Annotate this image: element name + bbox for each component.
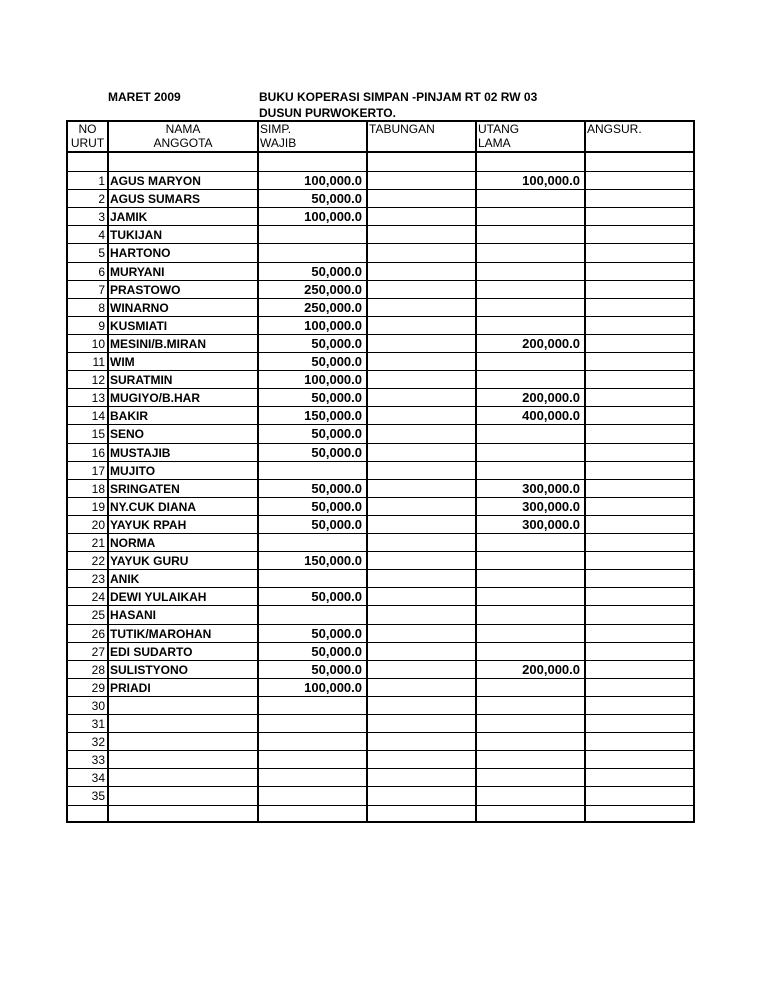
row-divider [68,805,693,806]
cell-nama: MUGIYO/B.HAR [110,391,200,406]
row-divider [68,207,693,208]
cell-no: 31 [91,717,105,731]
cell-simp: 100,000.0 [304,173,362,188]
cell-no: 24 [91,590,105,605]
row-divider [68,551,693,552]
cell-nama: WIM [110,355,135,369]
cell-nama: PRIADI [110,680,151,695]
cell-simp: 50,000.0 [311,191,362,207]
row-divider [68,660,693,661]
cell-utang: 300,000.0 [522,480,580,496]
cell-no: 3 [98,210,105,225]
cell-no: 2 [98,192,105,207]
row-divider [68,479,693,480]
header-no-line1: NO [78,122,97,136]
cell-no: 7 [98,282,105,297]
header-simp-line1: SIMP. [260,122,292,136]
document-subtitle: DUSUN PURWOKERTO. [259,106,396,120]
row-divider [68,189,693,190]
cell-no: 13 [91,391,105,406]
header-nama-line1: NAMA [165,122,201,136]
row-divider [68,678,693,679]
cell-nama: TUTIK/MAROHAN [110,626,212,641]
cell-nama: HARTONO [110,246,171,261]
cell-no: 16 [91,445,105,460]
cell-nama: ANIK [110,572,140,587]
cell-no: 27 [91,644,105,659]
row-divider [68,316,693,317]
row-divider [68,370,693,371]
cell-no: 20 [91,517,105,532]
cell-nama: MUSTAJIB [110,445,171,460]
cell-no: 12 [91,373,105,388]
cell-nama: MESINI/B.MIRAN [110,336,206,351]
cell-utang: 300,000.0 [522,498,580,514]
row-divider [68,515,693,516]
cell-nama: MUJITO [110,463,156,478]
cell-no: 15 [91,427,105,442]
document-title: BUKU KOPERASI SIMPAN -PINJAM RT 02 RW 03 [259,90,538,104]
ledger-table [66,120,695,823]
row-divider [68,388,693,389]
row-divider [68,714,693,715]
row-divider [68,768,693,769]
cell-simp: 50,000.0 [311,516,362,532]
row-divider [68,732,693,733]
cell-no: 30 [91,698,105,713]
cell-nama: KUSMIATI [110,318,168,333]
cell-no: 21 [91,536,105,550]
cell-utang: 400,000.0 [522,408,580,424]
row-divider [68,243,693,244]
cell-nama: DEWI YULAIKAH [110,590,207,605]
cell-no: 6 [98,264,105,279]
cell-simp: 100,000.0 [304,679,362,695]
cell-no: 17 [91,463,105,478]
cell-nama: HASANI [110,608,157,623]
cell-no: 11 [92,355,105,369]
cell-simp: 150,000.0 [304,408,362,424]
header-tabungan: TABUNGAN [369,122,435,136]
cell-simp: 50,000.0 [311,480,362,496]
cell-simp: 50,000.0 [311,444,362,460]
cell-simp: 50,000.0 [311,426,362,442]
row-divider [68,424,693,425]
row-divider [68,225,693,226]
col-divider [107,122,109,821]
cell-no: 8 [98,300,105,315]
cell-simp: 50,000.0 [311,589,362,605]
cell-simp: 50,000.0 [311,354,362,369]
col-divider [257,122,259,821]
cell-simp: 100,000.0 [304,372,362,388]
header-divider [68,151,693,153]
row-divider [68,171,693,172]
row-divider [68,533,693,534]
cell-nama: SRINGATEN [110,481,180,496]
cell-no: 25 [91,608,105,623]
header-utang-line2: LAMA [478,136,511,150]
cell-no: 5 [98,246,105,261]
cell-no: 33 [91,753,105,768]
cell-nama: WINARNO [110,300,169,315]
col-divider [475,122,477,821]
cell-no: 35 [91,789,105,804]
cell-utang: 200,000.0 [522,661,580,677]
cell-simp: 250,000.0 [304,299,362,315]
header-simp [260,122,360,150]
cell-no: 9 [98,318,105,333]
cell-simp: 100,000.0 [304,209,362,225]
cell-nama: AGUS MARYON [110,174,201,188]
row-divider [68,352,693,353]
period-label: MARET 2009 [108,90,181,104]
row-divider [68,569,693,570]
col-divider [366,122,368,821]
row-divider [68,298,693,299]
header-utang [478,122,578,150]
cell-simp: 50,000.0 [311,661,362,677]
cell-no: 34 [91,771,105,786]
cell-no: 23 [91,572,105,587]
cell-nama: NORMA [110,536,156,550]
cell-simp: 150,000.0 [304,553,362,569]
cell-no: 26 [91,626,105,641]
cell-simp: 50,000.0 [311,498,362,514]
header-no [68,122,107,150]
cell-no: 4 [98,228,105,243]
header-no-line2: URUT [70,136,105,150]
row-divider [68,605,693,606]
cell-nama: NY.CUK DIANA [110,499,197,514]
row-divider [68,497,693,498]
cell-simp: 50,000.0 [311,643,362,659]
row-divider [68,587,693,588]
cell-no: 19 [91,499,105,514]
cell-utang: 300,000.0 [522,516,580,532]
cell-simp: 50,000.0 [311,263,362,279]
cell-nama: SENO [110,427,145,442]
cell-no: 1 [98,174,105,188]
row-divider [68,696,693,697]
row-divider [68,786,693,787]
cell-simp: 100,000.0 [304,317,362,333]
header-nama-line2: ANGGOTA [153,136,213,150]
cell-utang: 100,000.0 [522,173,580,188]
cell-nama: PRASTOWO [110,282,181,297]
cell-utang: 200,000.0 [522,390,580,406]
cell-nama: YAYUK GURU [110,554,189,569]
cell-nama: AGUS SUMARS [110,192,201,207]
cell-nama: TUKIJAN [110,228,163,243]
cell-no: 10 [91,336,105,351]
cell-no: 22 [91,554,105,569]
cell-nama: SULISTYONO [110,662,189,677]
row-divider [68,262,693,263]
cell-nama: YAYUK RPAH [110,517,187,532]
cell-nama: SURATMIN [110,373,173,388]
cell-no: 18 [91,481,105,496]
cell-no: 14 [91,409,105,424]
row-divider [68,443,693,444]
cell-nama: BAKIR [110,409,148,424]
col-divider [584,122,586,821]
cell-simp: 250,000.0 [304,281,362,297]
row-divider [68,280,693,281]
row-divider [68,750,693,751]
header-simp-line2: WAJIB [260,136,297,150]
row-divider [68,461,693,462]
row-divider [68,642,693,643]
cell-simp: 50,000.0 [311,390,362,406]
header-nama [109,122,257,150]
row-divider [68,406,693,407]
cell-simp: 50,000.0 [311,335,362,351]
cell-no: 28 [91,662,105,677]
header-angsur: ANGSUR. [587,122,642,136]
cell-no: 32 [91,735,105,750]
header-utang-line1: UTANG [478,122,520,136]
cell-utang: 200,000.0 [522,335,580,351]
row-divider [68,624,693,625]
cell-simp: 50,000.0 [311,625,362,641]
row-divider [68,334,693,335]
cell-nama: EDI SUDARTO [110,644,193,659]
cell-no: 29 [91,680,105,695]
cell-nama: JAMIK [110,210,148,225]
cell-nama: MURYANI [110,264,165,279]
